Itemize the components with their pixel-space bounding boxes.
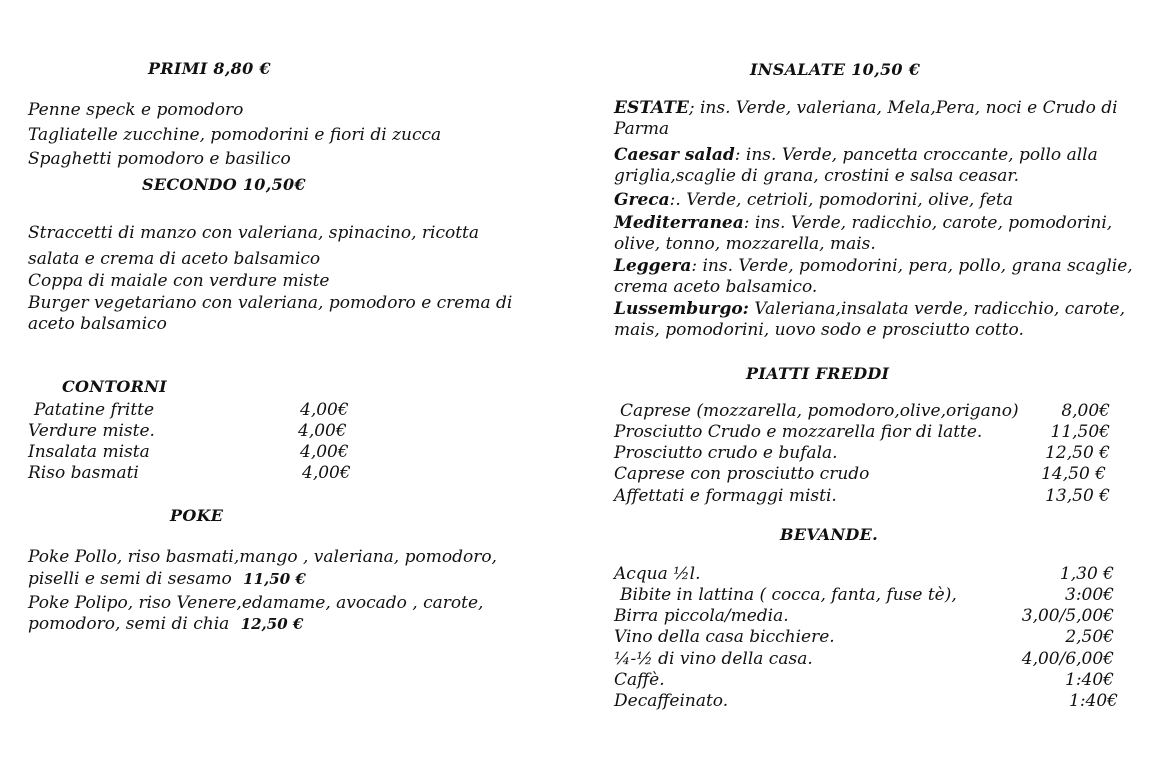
contorni-item-price: 4,00€ xyxy=(300,442,349,462)
bevanda-name: Birra piccola/media. xyxy=(614,606,789,626)
primi-item-2: Tagliatelle zucchine, pomodorini e fiori di zucca xyxy=(28,125,442,145)
piatto-price: 14,50 € xyxy=(1041,464,1106,484)
poke-item-desc: piselli e semi di sesamo xyxy=(28,569,232,589)
insalata-name: ESTATE xyxy=(614,98,689,118)
bevanda-price: 3,00/5,00€ xyxy=(1021,606,1114,626)
bevanda-price: 2,50€ xyxy=(1065,627,1114,647)
contorni-item-name: Insalata mista xyxy=(28,442,150,462)
bevanda-price: 3:00€ xyxy=(1065,585,1114,605)
primi-title: PRIMI 8,80 € xyxy=(148,59,271,78)
insalata-desc: :. Verde, cetrioli, pomodorini, olive, feta xyxy=(669,190,1014,210)
bevanda-name: Vino della casa bicchiere. xyxy=(614,627,835,647)
insalata-item xyxy=(614,299,1144,341)
secondo-title: SECONDO 10,50€ xyxy=(142,175,306,194)
contorni-title: CONTORNI xyxy=(62,377,167,396)
primi-item-1: Penne speck e pomodoro xyxy=(28,100,244,120)
bevanda-name: Decaffeinato. xyxy=(614,691,729,711)
insalata-desc: Valeriana,insalata verde, radicchio, carote, mais, pomodorini, uovo sodo e prosciutto cotto. xyxy=(614,299,1126,340)
bevanda-name: ¼-½ di vino della casa. xyxy=(614,649,813,669)
insalata-item xyxy=(614,98,1144,140)
bevande-title: BEVANDE. xyxy=(780,525,878,544)
contorni-item-name: Verdure miste. xyxy=(28,421,155,441)
piatto-name: Caprese (mozzarella, pomodoro,olive,origano) xyxy=(620,401,1019,421)
piatti-freddi-title: PIATTI FREDDI xyxy=(746,364,890,383)
insalata-name: Leggera xyxy=(614,256,692,276)
piatto-price: 12,50 € xyxy=(1045,443,1110,463)
secondo-item-4: Burger vegetariano con valeriana, pomodoro e crema di xyxy=(28,293,513,313)
insalata-name: Mediterranea xyxy=(614,213,744,233)
piatto-price: 13,50 € xyxy=(1045,486,1110,506)
bevanda-price: 1,30 € xyxy=(1059,564,1114,584)
piatto-name: Caprese con prosciutto crudo xyxy=(614,464,870,484)
poke-item-line: Poke Pollo, riso basmati,mango , valeriana, pomodoro, xyxy=(28,547,497,567)
piatto-price: 11,50€ xyxy=(1050,422,1110,442)
bevanda-price: 1:40€ xyxy=(1069,691,1118,711)
bevanda-name: Acqua ½l. xyxy=(614,564,701,584)
poke-item-line xyxy=(28,569,306,590)
insalata-name: Lussemburgo: xyxy=(614,299,749,319)
insalata-name: Greca xyxy=(614,190,670,210)
poke-title: POKE xyxy=(170,506,224,525)
contorni-item-price: 4,00€ xyxy=(298,421,347,441)
poke-item-price: 11,50 € xyxy=(243,570,306,588)
contorni-item-price: 4,00€ xyxy=(302,463,351,483)
insalata-item xyxy=(614,145,1144,187)
secondo-item-3: Coppa di maiale con verdure miste xyxy=(28,271,330,291)
insalate-title: INSALATE 10,50 € xyxy=(750,60,921,79)
poke-item-line xyxy=(28,614,303,635)
primi-item-3: Spaghetti pomodoro e basilico xyxy=(28,149,291,169)
contorni-item-name: Patatine fritte xyxy=(34,400,155,420)
piatto-price: 8,00€ xyxy=(1061,401,1110,421)
piatto-name: Prosciutto Crudo e mozzarella fior di latte. xyxy=(614,422,983,442)
piatto-name: Affettati e formaggi misti. xyxy=(614,486,837,506)
poke-item-price: 12,50 € xyxy=(240,615,304,633)
bevanda-name: Caffè. xyxy=(614,670,665,690)
insalata-item xyxy=(614,190,1144,211)
secondo-item-2: salata e crema di aceto balsamico xyxy=(28,249,321,269)
insalata-desc: : ins. Verde, pancetta croccante, pollo alla griglia,scaglie di grana, crostini e salsa ceasar. xyxy=(614,145,1098,186)
bevanda-name: Bibite in lattina ( cocca, fanta, fuse tè), xyxy=(620,585,957,605)
insalata-desc: ; ins. Verde, valeriana, Mela,Pera, noci e Crudo di Parma xyxy=(614,98,1118,139)
contorni-item-price: 4,00€ xyxy=(300,400,349,420)
bevanda-price: 1:40€ xyxy=(1065,670,1114,690)
insalata-desc: : ins. Verde, radicchio, carote, pomodorini, olive, tonno, mozzarella, mais. xyxy=(614,213,1113,254)
insalata-item xyxy=(614,256,1149,298)
secondo-item-5: aceto balsamico xyxy=(28,314,167,334)
poke-item-line: Poke Polipo, riso Venere,edamame, avocado , carote, xyxy=(28,593,484,613)
piatto-name: Prosciutto crudo e bufala. xyxy=(614,443,838,463)
insalata-name: Caesar salad xyxy=(614,145,735,165)
bevanda-price: 4,00/6,00€ xyxy=(1021,649,1114,669)
insalata-desc: : ins. Verde, pomodorini, pera, pollo, grana scaglie, crema aceto balsamico. xyxy=(614,256,1133,297)
poke-item-desc: pomodoro, semi di chia xyxy=(28,614,230,634)
secondo-item-1: Straccetti di manzo con valeriana, spinacino, ricotta xyxy=(28,223,479,243)
insalata-item xyxy=(614,213,1144,255)
contorni-item-name: Riso basmati xyxy=(28,463,139,483)
